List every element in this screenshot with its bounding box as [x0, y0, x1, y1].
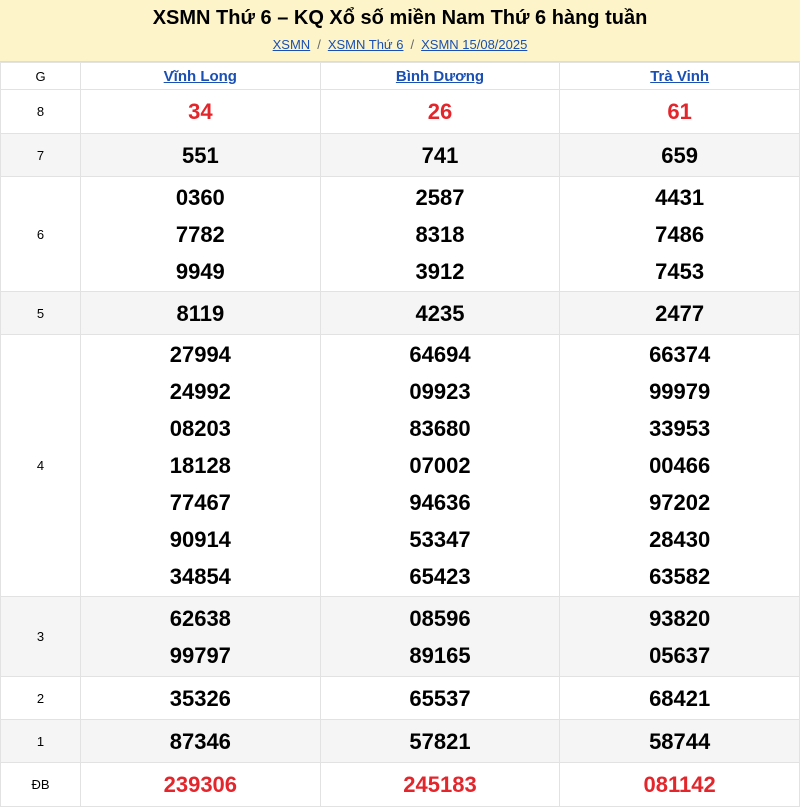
breadcrumb-separator: /	[410, 37, 415, 52]
result-number: 34	[188, 99, 213, 124]
result-cell	[560, 763, 800, 807]
result-number: 0360	[175, 184, 225, 210]
breadcrumb-link-xsmn-thu6[interactable]: XSMN Thứ 6	[327, 37, 404, 52]
result-cell	[320, 677, 560, 720]
result-number: 90914	[169, 527, 231, 552]
province-header-binh-duong	[320, 63, 560, 90]
province-header-tra-vinh	[560, 63, 800, 90]
result-number: 3912	[415, 258, 465, 284]
result-number: 63582	[649, 564, 711, 589]
result-cell	[560, 177, 800, 292]
result-number: 09923	[409, 379, 471, 404]
result-number: 66374	[649, 342, 711, 367]
result-cell	[560, 335, 800, 597]
prize-label: 5	[1, 292, 81, 335]
results-table	[0, 62, 800, 807]
result-number: 05637	[649, 642, 711, 668]
result-cell	[81, 763, 321, 807]
result-cell	[320, 763, 560, 807]
province-header-vinh-long	[81, 63, 321, 90]
result-cell	[81, 677, 321, 720]
result-number: 99797	[169, 642, 231, 668]
result-cell	[560, 677, 800, 720]
result-cell	[81, 134, 321, 177]
result-number: 081142	[643, 772, 716, 797]
prize-label: 1	[1, 720, 81, 763]
result-cell	[560, 720, 800, 763]
result-number: 77467	[169, 490, 231, 515]
prize-row	[1, 90, 800, 134]
prize-label: ĐB	[1, 763, 81, 807]
prize-label: 6	[1, 177, 81, 292]
result-number: 65537	[409, 685, 471, 711]
result-number: 4235	[415, 300, 465, 326]
result-number: 08203	[169, 416, 231, 441]
result-number: 33953	[649, 416, 711, 441]
prize-row	[1, 720, 800, 763]
result-cell	[81, 292, 321, 335]
result-number: 68421	[649, 685, 711, 711]
result-number: 7453	[655, 258, 705, 284]
result-number: 7486	[655, 221, 705, 247]
result-number: 7782	[175, 221, 225, 247]
result-cell	[320, 597, 560, 677]
result-number: 87346	[169, 728, 231, 754]
result-number: 18128	[169, 453, 231, 478]
result-cell	[320, 90, 560, 134]
result-number: 61	[667, 99, 692, 124]
page-header	[0, 0, 800, 62]
result-number: 99979	[649, 379, 711, 404]
result-cell	[320, 134, 560, 177]
breadcrumb-link-date[interactable]: XSMN 15/08/2025	[421, 37, 528, 52]
prize-row	[1, 177, 800, 292]
breadcrumb-link-xsmn[interactable]: XSMN	[272, 37, 311, 52]
result-number: 551	[181, 142, 219, 168]
result-number: 07002	[409, 453, 471, 478]
prize-label: 2	[1, 677, 81, 720]
result-number: 08596	[409, 605, 471, 631]
result-number: 27994	[169, 342, 231, 367]
province-link[interactable]: Bình Dương	[395, 67, 485, 85]
result-cell	[81, 335, 321, 597]
result-number: 53347	[409, 527, 471, 552]
prize-label: 7	[1, 134, 81, 177]
result-number: 9949	[175, 258, 225, 284]
result-cell	[560, 134, 800, 177]
breadcrumb-separator: /	[317, 37, 321, 52]
result-cell	[81, 597, 321, 677]
result-number: 62638	[169, 605, 231, 631]
result-cell	[320, 335, 560, 597]
result-number: 659	[661, 142, 699, 168]
result-cell	[81, 177, 321, 292]
result-number: 24992	[169, 379, 231, 404]
result-number: 89165	[409, 642, 471, 668]
result-number: 28430	[649, 527, 711, 552]
prize-label: 4	[1, 335, 81, 597]
result-cell	[81, 720, 321, 763]
result-number: 57821	[409, 728, 471, 754]
results-body	[1, 90, 800, 807]
prize-row	[1, 292, 800, 335]
result-number: 97202	[649, 490, 711, 515]
result-number: 93820	[649, 605, 711, 631]
breadcrumb	[0, 37, 800, 52]
table-header-row	[1, 63, 800, 90]
result-cell	[560, 292, 800, 335]
result-number: 64694	[409, 342, 471, 367]
result-cell	[560, 597, 800, 677]
prize-row	[1, 134, 800, 177]
result-number: 94636	[409, 490, 471, 515]
result-number: 8119	[176, 300, 225, 326]
result-cell	[320, 292, 560, 335]
prize-label: 3	[1, 597, 81, 677]
result-cell	[81, 90, 321, 134]
prize-column-header: G	[1, 63, 81, 90]
result-number: 26	[427, 99, 453, 124]
page-title: XSMN Thứ 6 – KQ Xổ số miền Nam Thứ 6 hàng tuần	[152, 7, 648, 29]
prize-row	[1, 763, 800, 807]
result-number: 65423	[409, 564, 471, 589]
prize-label: 8	[1, 90, 81, 134]
result-number: 34854	[169, 564, 231, 589]
result-number: 83680	[409, 416, 471, 441]
result-number: 2477	[655, 300, 705, 326]
result-cell	[320, 720, 560, 763]
result-cell	[560, 90, 800, 134]
result-number: 58744	[649, 728, 711, 754]
result-number: 4431	[655, 184, 705, 210]
prize-row	[1, 677, 800, 720]
result-number: 741	[421, 142, 459, 168]
prize-row	[1, 335, 800, 597]
result-number: 245183	[403, 772, 477, 797]
result-number: 239306	[163, 772, 238, 797]
result-number: 00466	[649, 453, 711, 478]
result-number: 8318	[415, 221, 465, 247]
result-number: 35326	[169, 685, 231, 711]
province-link[interactable]: Vĩnh Long	[163, 67, 237, 85]
result-cell	[320, 177, 560, 292]
prize-row	[1, 597, 800, 677]
result-number: 2587	[415, 184, 465, 210]
province-link[interactable]: Trà Vinh	[650, 67, 710, 85]
